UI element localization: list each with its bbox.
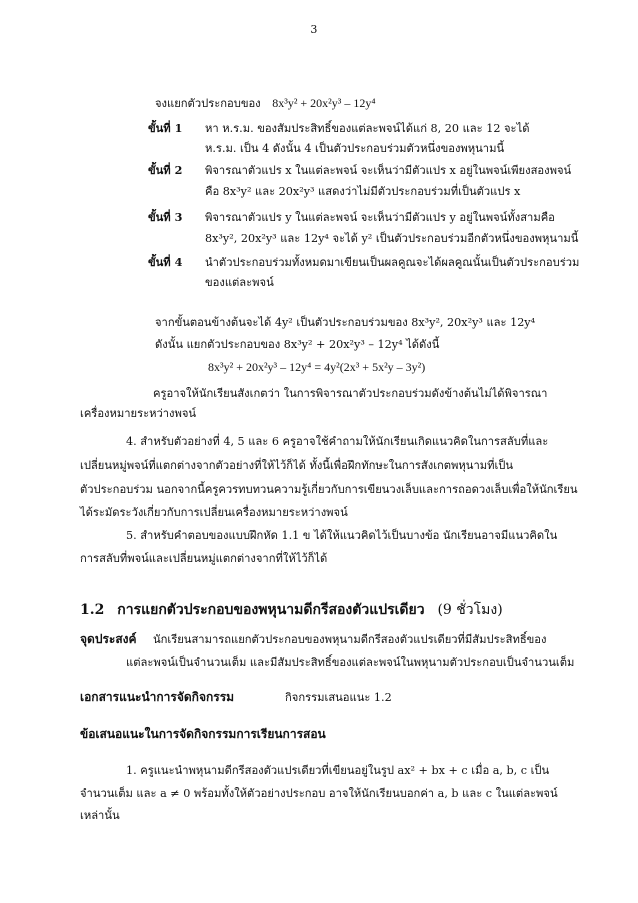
objective-label: จุดประสงค์ — [80, 632, 137, 646]
paragraph-line: 4. สำหรับตัวอย่างที่ 4, 5 และ 6 ครูอาจใช้คำถามให้นักเรียนเกิดแนวคิดในการสลับที่และ — [126, 435, 549, 448]
suggestion-line: จำนวนเต็ม และ a ≠ 0 พร้อมทั้งให้ตัวอย่างประกอบ อาจให้นักเรียนบอกค่า a, b และ c ในแต่ละพจน์ — [80, 787, 558, 800]
step-text: หา ห.ร.ม. ของสัมประสิทธิ์ของแต่ละพจน์ได้แก่ 8, 20 และ 12 จะได้ — [205, 122, 530, 135]
section-number: 1.2 — [80, 602, 105, 618]
step-text: 8x³y², 20x²y³ และ 12y⁴ จะได้ y² เป็นตัวประกอบร่วมอีกตัวหนึ่งของพหุนามนี้ — [205, 232, 579, 245]
page-number: 3 — [310, 23, 318, 36]
paragraph-line: เปลี่ยนหมู่พจน์ที่แตกต่างจากตัวอย่างที่ให้ไว้ก็ได้ ทั้งนี้เพื่อฝึกทักษะในการสังเกตพหุนามที่เป็น — [80, 459, 514, 472]
step-text: ของแต่ละพจน์ — [205, 276, 274, 289]
section-heading — [80, 600, 503, 620]
step-label: ขั้นที่ 1 — [148, 121, 183, 135]
note-line: ครูอาจให้นักเรียนสังเกตว่า ในการพิจารณาตัวประกอบร่วมดังข้างต้นไม่ได้พิจารณา — [153, 387, 548, 400]
step-text: พิจารณาตัวแปร x ในแต่ละพจน์ จะเห็นว่ามีตัวแปร x อยู่ในพจน์เพียงสองพจน์ — [205, 164, 572, 177]
intro-text: จงแยกตัวประกอบของ — [155, 97, 261, 110]
paragraph-line: 5. สำหรับคำตอบของแบบฝึกหัด 1.1 ข ได้ให้แนวคิดไว้เป็นบางข้อ นักเรียนอาจมีแนวคิดใน — [126, 529, 558, 542]
note-line: เครื่องหมายระหว่างพจน์ — [80, 407, 197, 420]
paragraph-line: ตัวประกอบร่วม นอกจากนี้ครูควรทบทวนความรู้เกี่ยวกับการเขียนวงเล็บและการถอดวงเล็บเพื่อให้นักเรียน — [80, 483, 578, 496]
documents-value: กิจกรรมเสนอแนะ 1.2 — [285, 691, 392, 704]
suggestion-line: 1. ครูแนะนำพหุนามดีกรีสองตัวแปรเดียวที่เขียนอยู่ในรูป ax² + bx + c เมื่อ a, b, c เป็น — [126, 764, 550, 777]
paragraph-line: ได้ระมัดระวังเกี่ยวกับการเปลี่ยนเครื่องหมายระหว่างพจน์ — [80, 506, 348, 519]
objective-text: แต่ละพจน์เป็นจำนวนเต็ม และมีสัมประสิทธิ์ของแต่ละพจน์ในพหุนามตัวประกอบเป็นจำนวนเต็ม — [126, 656, 575, 669]
documents-label: เอกสารแนะนำการจัดกิจกรรม — [80, 690, 235, 704]
section-title: การแยกตัวประกอบของพหุนามดีกรีสองตัวแปรเดียว — [117, 602, 425, 618]
suggestion-line: เหล่านั้น — [80, 809, 120, 822]
intro-line — [155, 96, 376, 111]
conclusion-line: ดังนั้น แยกตัวประกอบของ 8x³y² + 20x²y³ – 12y⁴ ได้ดังนี้ — [155, 338, 440, 351]
step-text: นำตัวประกอบร่วมทั้งหมดมาเขียนเป็นผลคูณจะได้ผลคูณนั้นเป็นตัวประกอบร่วม — [205, 256, 580, 269]
conclusion-line: จากขั้นตอนข้างต้นจะได้ 4y² เป็นตัวประกอบร่วมของ 8x³y², 20x²y³ และ 12y⁴ — [155, 316, 536, 329]
expression: 8x³y² + 20x²y³ – 12y⁴ — [272, 96, 376, 110]
step-label: ขั้นที่ 3 — [148, 210, 183, 224]
step-label: ขั้นที่ 4 — [148, 255, 183, 269]
step-text: คือ 8x³y² และ 20x²y³ แสดงว่าไม่มีตัวประกอบร่วมที่เป็นตัวแปร x — [205, 185, 521, 198]
objective-text: นักเรียนสามารถแยกตัวประกอบของพหุนามดีกรีสองตัวแปรเดียวที่มีสัมประสิทธิ์ของ — [153, 633, 547, 646]
paragraph-line: การสลับที่พจน์และเปลี่ยนหมู่แตกต่างจากที่ให้ไว้ก็ได้ — [80, 552, 328, 565]
factored-equation: 8x³y² + 20x²y³ – 12y⁴ = 4y²(2x³ + 5x²y – 3y²) — [208, 360, 426, 374]
step-label: ขั้นที่ 2 — [148, 163, 183, 177]
section-duration: (9 ชั่วโมง) — [437, 602, 503, 618]
suggestions-heading: ข้อเสนอแนะในการจัดกิจกรรมการเรียนการสอน — [80, 727, 326, 741]
step-text: ห.ร.ม. เป็น 4 ดังนั้น 4 เป็นตัวประกอบร่วมตัวหนึ่งของพหุนามนี้ — [205, 142, 505, 155]
step-text: พิจารณาตัวแปร y ในแต่ละพจน์ จะเห็นว่ามีตัวแปร y อยู่ในพจน์ทั้งสามคือ — [205, 211, 555, 224]
